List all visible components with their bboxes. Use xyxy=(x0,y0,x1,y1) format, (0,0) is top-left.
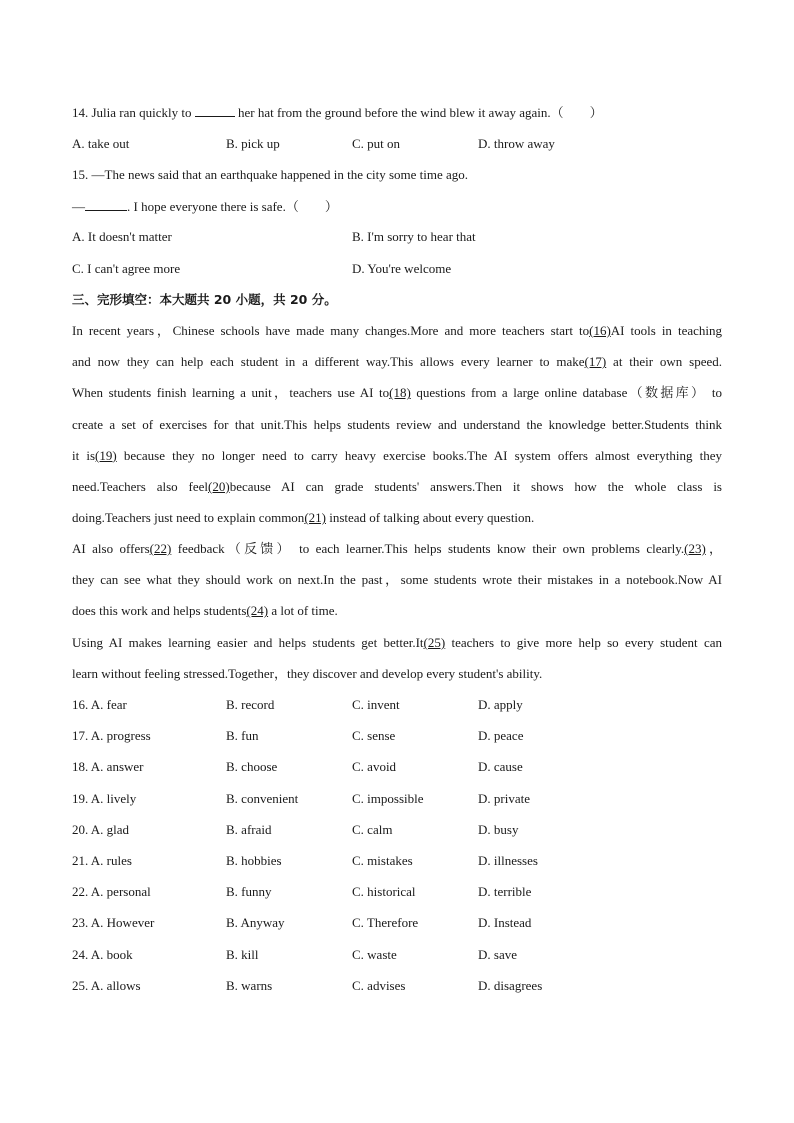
answer-blank xyxy=(195,104,235,117)
choice-option: C. waste xyxy=(352,946,397,962)
choice-option: C. avoid xyxy=(352,759,397,775)
choice-option: C. historical xyxy=(352,884,416,900)
choice-option: 16. A. fear xyxy=(72,697,127,712)
blank-number: (19) xyxy=(95,447,117,463)
q14-option-c: C. put on xyxy=(352,136,401,151)
passage-line xyxy=(72,627,722,658)
q15-option-c: C. I can't agree more xyxy=(72,261,181,276)
choice-option: C. impossible xyxy=(352,790,424,806)
question-15-dash: — xyxy=(72,199,85,214)
passage-text: questions from a large online database（数据库） to xyxy=(410,385,722,401)
passage-text: AI also offers xyxy=(72,541,150,556)
q15-option-d: D. You're welcome xyxy=(352,261,452,276)
q15-option-b: B. I'm sorry to hear that xyxy=(352,229,476,244)
passage-line xyxy=(72,564,722,595)
passage-text: feedback（反馈） to each learner.This helps students know their own problems clearly. xyxy=(171,541,685,556)
blank-number: (17) xyxy=(584,354,607,370)
passage-text: create a set of exercises for that unit.This helps students review and understand the knowledge better.Students think xyxy=(72,416,722,432)
choice-option: B. Anyway xyxy=(226,915,285,931)
choice-option: 17. A. progress xyxy=(72,728,151,744)
choice-option: B. record xyxy=(226,697,275,712)
blank-number: (22) xyxy=(149,541,172,556)
choice-option: B. fun xyxy=(226,728,259,744)
passage-line xyxy=(72,533,722,564)
passage-text: because AI can grade students' answers.Then it shows how the whole class is xyxy=(229,479,722,495)
choice-option: D. disagrees xyxy=(478,977,543,993)
blank-number: (25) xyxy=(423,635,446,650)
blank-number: (24) xyxy=(246,603,269,619)
choice-option: 22. A. personal xyxy=(72,884,151,900)
passage-paragraph-3 xyxy=(72,627,722,689)
passage-text: In recent years，Chinese schools have made many changes.More and more teachers start to xyxy=(72,323,590,338)
passage-paragraph-1 xyxy=(72,315,722,533)
blank-number: (16) xyxy=(589,323,611,338)
question-14-text-before: 14. Julia ran quickly to xyxy=(72,105,195,120)
question-15-line-1: 15. —The news said that an earthquake happened in the city some time ago. xyxy=(72,167,469,182)
passage-line xyxy=(72,595,722,626)
blank-number: (23) xyxy=(684,541,706,556)
passage-text: doing.Teachers just need to explain common xyxy=(72,510,305,526)
passage-line xyxy=(72,502,722,533)
blank-number: (18) xyxy=(389,385,411,401)
passage-line xyxy=(72,409,722,440)
passage-text: When students finish learning a unit，teachers use AI to xyxy=(72,385,390,401)
passage-text: need.Teachers also feel xyxy=(72,479,209,495)
choice-option: 25. A. allows xyxy=(72,977,141,993)
choice-option: D. cause xyxy=(478,759,523,775)
choice-option: B. convenient xyxy=(226,790,299,806)
choice-option: D. terrible xyxy=(478,884,532,900)
passage-text: because they no longer need to carry heavy exercise books.The AI system offers almost everything they xyxy=(116,447,722,463)
choice-option: 21. A. rules xyxy=(72,853,132,868)
choice-option: B. afraid xyxy=(226,821,272,837)
passage-text: AI tools in teaching xyxy=(610,323,722,338)
passage-line xyxy=(72,471,722,502)
q14-option-a: A. take out xyxy=(72,136,130,151)
choice-option: 24. A. book xyxy=(72,946,133,962)
choice-option: D. busy xyxy=(478,821,519,837)
section-heading: 三、完形填空：本大题共 20 小题，共 20 分。 xyxy=(72,292,337,307)
q15-option-a: A. It doesn't matter xyxy=(72,229,172,244)
choice-option: 19. A. lively xyxy=(72,790,137,806)
passage-line xyxy=(72,315,722,346)
choice-option: B. funny xyxy=(226,884,272,900)
choice-option: C. calm xyxy=(352,821,393,837)
choice-option: C. mistakes xyxy=(352,853,413,868)
choice-option: D. peace xyxy=(478,728,524,744)
q14-option-d: D. throw away xyxy=(478,136,555,151)
choice-option: D. illnesses xyxy=(478,853,538,868)
blank-number: (20) xyxy=(208,479,230,495)
q14-option-b: B. pick up xyxy=(226,136,280,151)
passage-text: they can see what they should work on next.In the past，some students wrote their mistakes in a notebook.Now AI xyxy=(72,572,722,588)
choice-option: D. Instead xyxy=(478,915,532,931)
choice-option: C. advises xyxy=(352,977,406,993)
choice-option: C. invent xyxy=(352,697,400,712)
passage-line xyxy=(72,440,722,471)
passage-line xyxy=(72,346,722,377)
question-14 xyxy=(72,104,603,121)
choice-option: B. hobbies xyxy=(226,853,282,868)
choice-option: D. private xyxy=(478,790,530,806)
choice-option: 18. A. answer xyxy=(72,759,144,775)
choice-option: C. sense xyxy=(352,728,396,744)
passage-text: Using AI makes learning easier and helps students get better.It xyxy=(72,635,424,650)
question-14-text-after: her hat from the ground before the wind blew it away again.（ ） xyxy=(234,105,603,120)
passage-text: instead of talking about every question. xyxy=(325,510,535,526)
passage-line xyxy=(72,377,722,408)
choice-option: D. save xyxy=(478,946,517,962)
passage-text: a lot of time. xyxy=(268,603,338,619)
choice-option: 23. A. However xyxy=(72,915,155,931)
blank-number: (21) xyxy=(304,510,326,526)
question-15-text-after: . I hope everyone there is safe.（ ） xyxy=(127,199,338,214)
passage-paragraph-2 xyxy=(72,533,722,627)
passage-text: and now they can help each student in a different way.This allows every learner to make xyxy=(72,354,585,370)
question-15-line-2 xyxy=(72,198,338,215)
passage-text: does this work and helps students xyxy=(72,603,247,619)
passage-text: it is xyxy=(72,447,96,463)
answer-blank xyxy=(85,198,127,211)
choice-option: B. kill xyxy=(226,946,259,962)
choice-option: D. apply xyxy=(478,697,523,712)
passage-text: ， xyxy=(705,541,722,556)
passage-text: teachers to give more help so every student can xyxy=(445,635,722,650)
choice-option: 20. A. glad xyxy=(72,821,130,837)
passage-text: learn without feeling stressed.Together，they discover and develop every student's ability. xyxy=(72,666,543,682)
choice-option: B. warns xyxy=(226,977,273,993)
choice-option: B. choose xyxy=(226,759,278,775)
choice-option: C. Therefore xyxy=(352,915,419,931)
passage-line xyxy=(72,658,722,689)
passage-text: at their own speed. xyxy=(606,354,722,370)
